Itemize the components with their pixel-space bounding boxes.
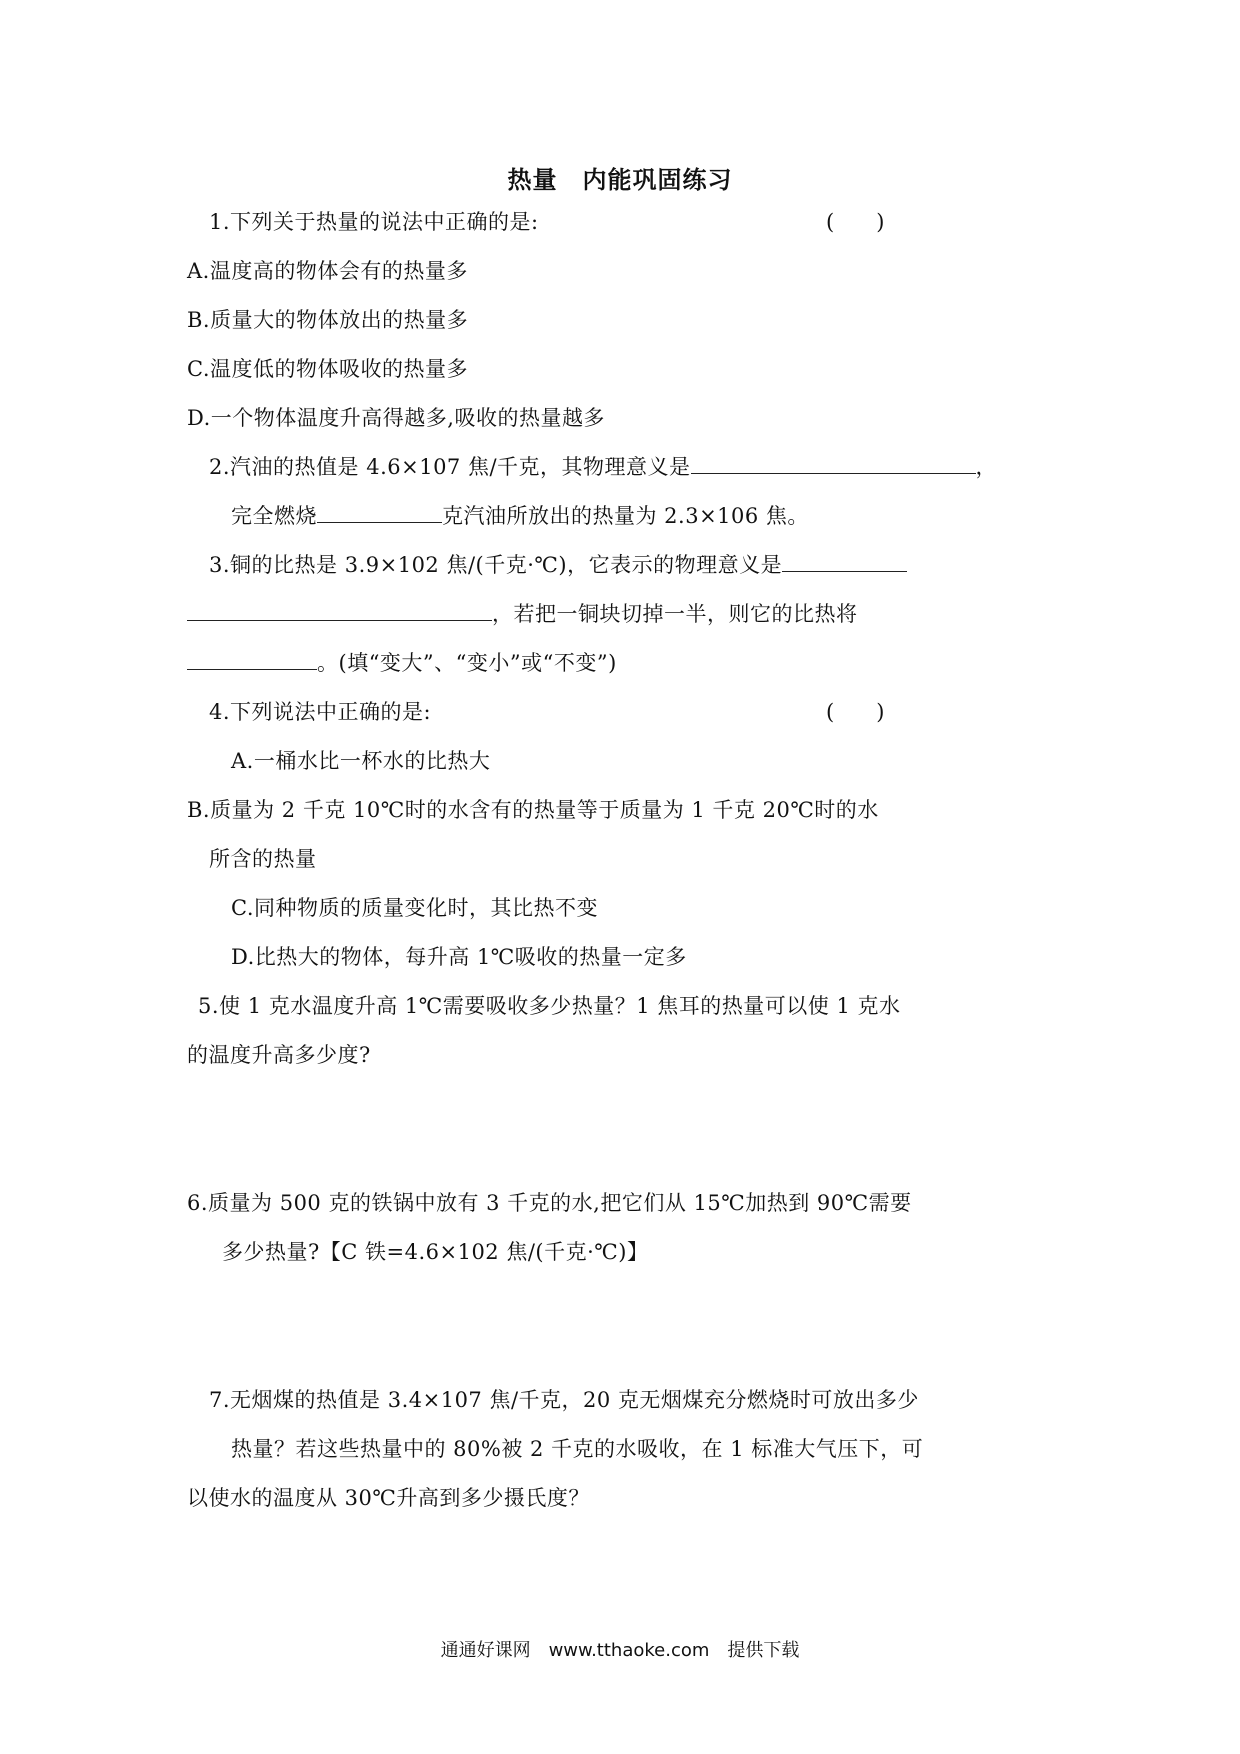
- question-2-text-b: ，: [975, 455, 998, 479]
- question-4-option-c: C.同种物质的质量变化时，其比热不变: [231, 896, 598, 920]
- question-1-answer-paren: ( ): [826, 210, 885, 234]
- question-3-text-a: 3.铜的比热是 3.9×102 焦/(千克·℃)，它表示的物理意义是: [209, 553, 783, 577]
- question-4-stem: 4.下列说法中正确的是:: [209, 700, 432, 724]
- question-2-text-c: 完全燃烧: [231, 504, 317, 528]
- question-4-option-a: A.一桶水比一杯水的比热大: [231, 749, 491, 773]
- question-3-blank-1b[interactable]: [187, 600, 492, 621]
- question-4-option-d: D.比热大的物体，每升高 1℃吸收的热量一定多: [231, 945, 687, 969]
- question-3-line-1: [209, 550, 907, 580]
- question-4-option-b: B.质量为 2 千克 10℃时的水含有的热量等于质量为 1 千克 20℃时的水: [187, 798, 879, 822]
- question-3-text-b: ，若把一铜块切掉一半，则它的比热将: [492, 602, 858, 626]
- question-7-line-1: 7.无烟煤的热值是 3.4×107 焦/千克，20 克无烟煤充分燃烧时可放出多少: [209, 1388, 919, 1412]
- question-4-option-b-continued: 所含的热量: [209, 847, 317, 871]
- question-1-option-a: A.温度高的物体会有的热量多: [187, 259, 468, 283]
- question-1-option-b: B.质量大的物体放出的热量多: [187, 308, 469, 332]
- question-2-blank-1[interactable]: [691, 453, 976, 474]
- question-7-line-2: 热量？若这些热量中的 80%被 2 千克的水吸收，在 1 标准大气压下，可: [231, 1437, 924, 1461]
- footer-credit: 通通好课网 www.tthaoke.com 提供下载: [440, 1640, 800, 1661]
- question-7-line-3: 以使水的温度从 30℃升高到多少摄氏度？: [187, 1486, 590, 1510]
- question-2-blank-2[interactable]: [317, 502, 442, 523]
- question-2-text-d: 克汽油所放出的热量为 2.3×106 焦。: [442, 504, 809, 528]
- page-title: 热量 内能巩固练习: [507, 166, 733, 194]
- question-2-line-1: [209, 452, 997, 482]
- question-1-option-d: D.一个物体温度升高得越多,吸收的热量越多: [187, 406, 605, 430]
- question-6-line-2: 多少热量?【C 铁=4.6×102 焦/(千克·℃)】: [222, 1240, 649, 1264]
- question-4-answer-paren: ( ): [826, 700, 885, 724]
- question-3-line-2: [187, 599, 858, 629]
- question-2-text-a: 2.汽油的热值是 4.6×107 焦/千克，其物理意义是: [209, 455, 691, 479]
- question-3-blank-1a[interactable]: [782, 551, 907, 572]
- question-5-line-2: 的温度升高多少度?: [187, 1043, 371, 1067]
- question-5-line-1: 5.使 1 克水温度升高 1℃需要吸收多少热量？1 焦耳的热量可以使 1 克水: [198, 994, 901, 1018]
- question-6-line-1: 6.质量为 500 克的铁锅中放有 3 千克的水,把它们从 15℃加热到 90℃需要: [187, 1191, 912, 1215]
- question-3-text-c: 。(填“变大”、“变小”或“不变”): [317, 651, 617, 675]
- question-1-stem: 1.下列关于热量的说法中正确的是:: [209, 210, 539, 234]
- question-1-option-c: C.温度低的物体吸收的热量多: [187, 357, 468, 381]
- question-2-line-2: [231, 501, 809, 531]
- question-3-line-3: [187, 648, 617, 678]
- question-3-blank-2[interactable]: [187, 649, 317, 670]
